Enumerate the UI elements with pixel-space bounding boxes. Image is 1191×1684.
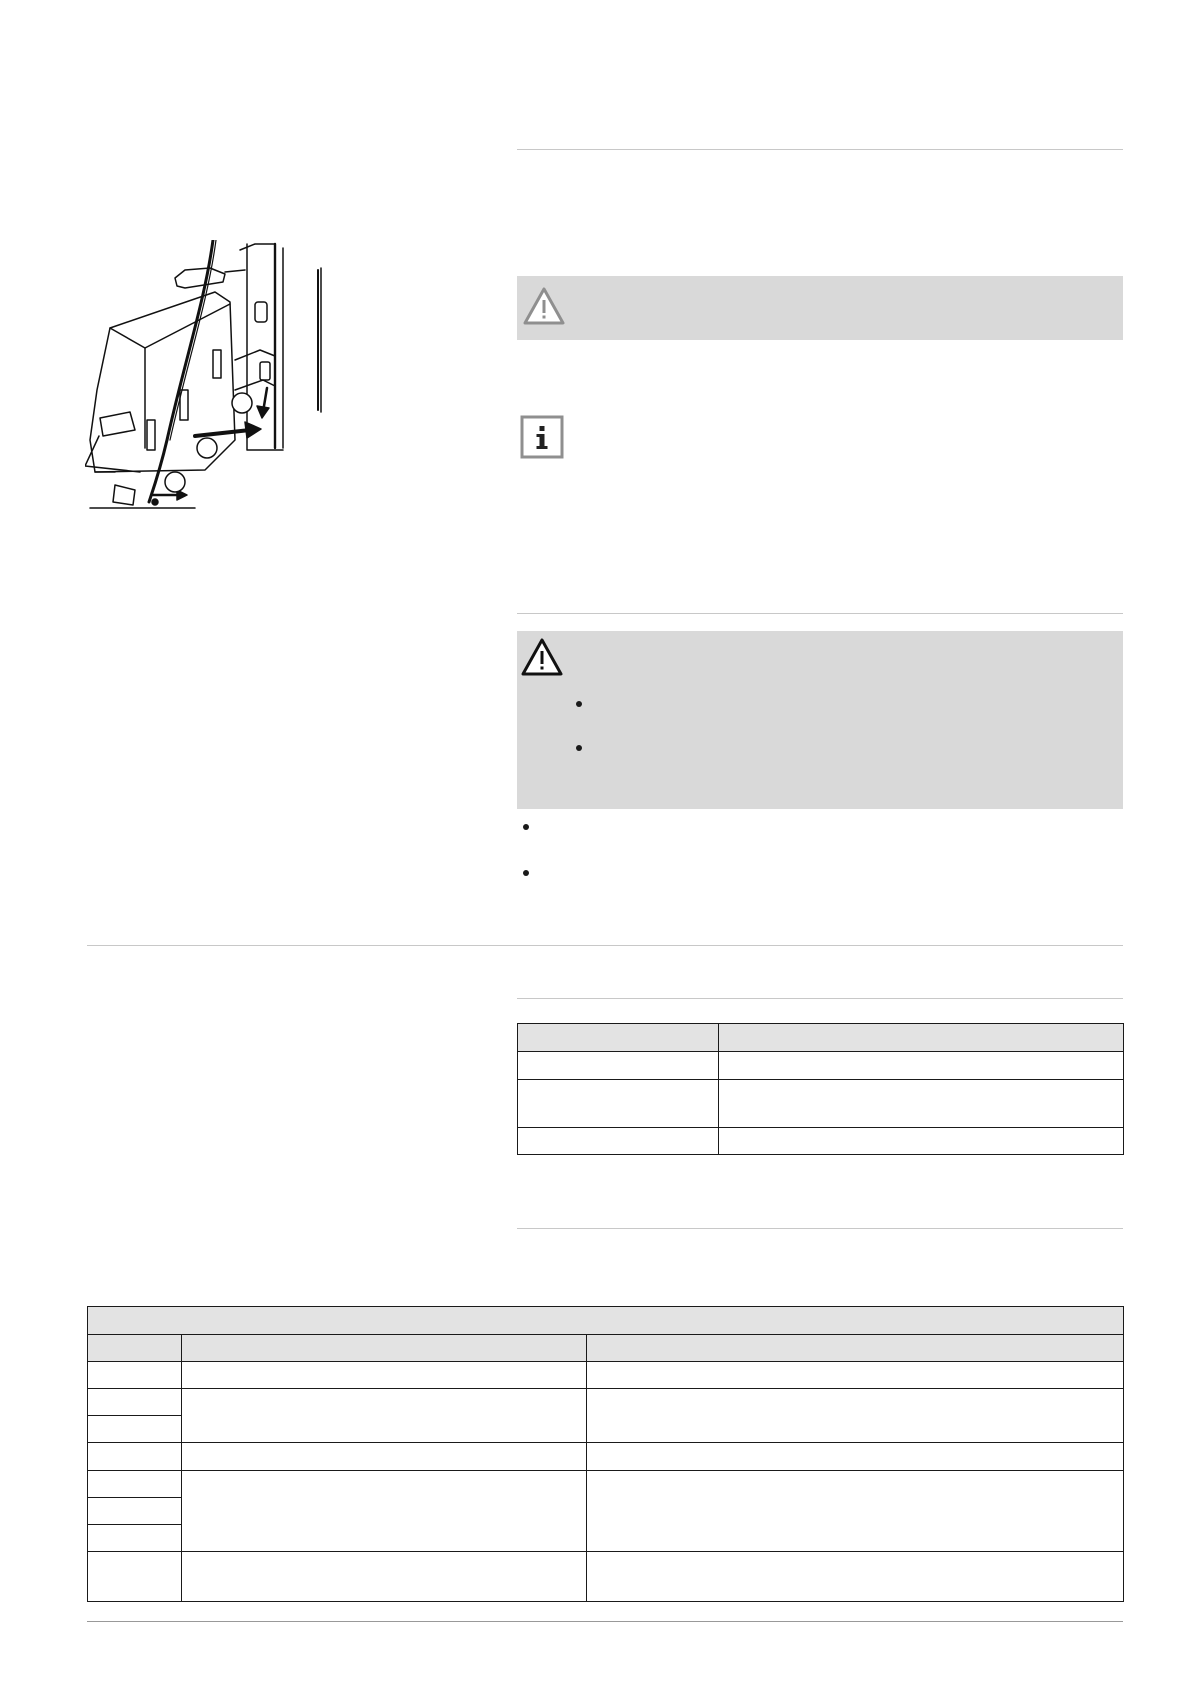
warning-note — [517, 276, 1123, 340]
table-cell — [518, 1128, 719, 1155]
table-header-cell — [88, 1335, 182, 1362]
warning-triangle-icon — [520, 637, 564, 682]
table-cell — [182, 1389, 587, 1443]
boiler-cable-removal-illustration — [85, 240, 340, 530]
large-table — [87, 1306, 1124, 1602]
table-row — [518, 1080, 1124, 1128]
table-cell — [587, 1552, 1124, 1602]
warning-triangle-icon — [522, 286, 566, 331]
table-row — [88, 1552, 1124, 1602]
table-header-cell — [518, 1024, 719, 1052]
footer-divider — [87, 1621, 1123, 1622]
table-cell — [182, 1552, 587, 1602]
table-cell — [719, 1128, 1124, 1155]
table-header-cell — [587, 1335, 1124, 1362]
table-row — [88, 1443, 1124, 1471]
table-cell — [518, 1052, 719, 1080]
table-cell — [182, 1362, 587, 1389]
section-divider — [517, 1228, 1123, 1229]
table-cell — [182, 1471, 587, 1552]
table-cell — [88, 1416, 182, 1443]
table-cell — [182, 1443, 587, 1471]
table-row — [88, 1362, 1124, 1389]
section-divider — [517, 149, 1123, 150]
table-cell — [719, 1080, 1124, 1128]
table-cell — [587, 1362, 1124, 1389]
table-cell — [518, 1080, 719, 1128]
caution-block — [517, 631, 1123, 809]
table-title-cell — [88, 1307, 1124, 1335]
info-icon — [520, 415, 564, 464]
bullet-icon — [523, 870, 529, 876]
table-cell — [719, 1052, 1124, 1080]
table-cell — [88, 1552, 182, 1602]
section-divider-full — [87, 945, 1123, 946]
table-cell — [88, 1443, 182, 1471]
table-cell — [88, 1525, 182, 1552]
table-cell — [587, 1389, 1124, 1443]
table-cell — [88, 1498, 182, 1525]
table-cell — [587, 1471, 1124, 1552]
table-header-cell — [182, 1335, 587, 1362]
section-divider — [517, 613, 1123, 614]
table-cell — [88, 1471, 182, 1498]
table-cell — [88, 1362, 182, 1389]
small-table — [517, 1023, 1124, 1155]
table-row — [518, 1128, 1124, 1155]
table-cell — [88, 1389, 182, 1416]
table-cell — [587, 1443, 1124, 1471]
bullet-icon — [576, 701, 582, 707]
table-header-cell — [719, 1024, 1124, 1052]
table-row — [88, 1389, 1124, 1416]
section-divider — [517, 998, 1123, 999]
bullet-icon — [576, 745, 582, 751]
table-row — [518, 1052, 1124, 1080]
bullet-icon — [523, 824, 529, 830]
table-row — [88, 1471, 1124, 1498]
